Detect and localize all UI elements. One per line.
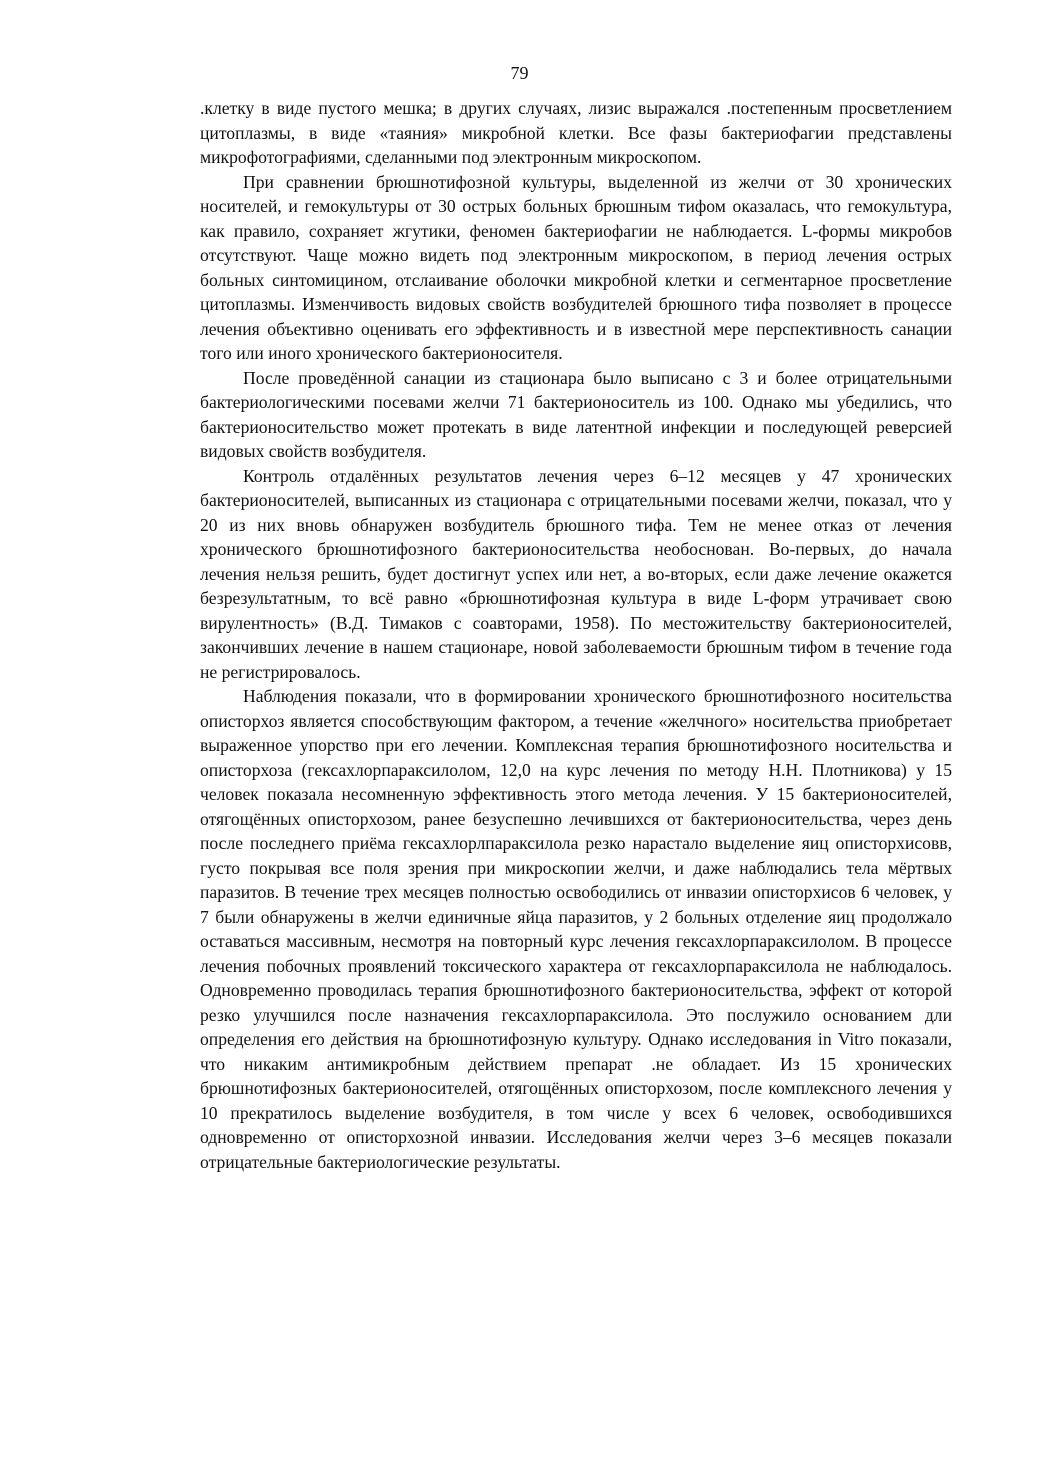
paragraph: После проведённой санации из стационара было выписано с 3 и более отрицательными бактериологическими посевами желчи 71 бактерионоситель из 100. Однако мы убедились, что бактерионосительство может протекать в виде латентной инфекции и последующей реверсией видовых свойств возбудителя. — [200, 367, 952, 461]
paragraph: Наблюдения показали, что в формировании хронического брюшнотифозного носительства описторхоз является способствующим фактором, а течение «желчного» носительства приобретает выраженное упорство при его лечении. Комплексная терапия брюшнотифозного носительства и описторхоза (гексахлорпараксилолом, 12,0 на курс лечения по методу Н.Н. Плотникова) у 15 человек показала несомненную эффективность этого метода лечения. У 15 бактерионосителей, отягощённых описторхозом, ранее безуспешно лечившихся от бактерионосительства, через день после последнего приёма гексахлорлпараксилола резко нарастало выделение яиц описторхисовв, густо покрывая все поля зрения при микроскопии желчи, и даже наблюдались тела мёртвых паразитов. В течение трех месяцев полностью освободились от инвазии описторхисов 6 человек, у 7 были обнаружены в желчи единичные яйца паразитов, у 2 больных отделение яиц продолжало оставаться массивным, несмотря на повторный курс лечения гексахлорпараксилолом. В процессе лечения побочных проявлений токсического характера от гексахлорпараксилола не наблюдалось. Одновременно проводилась терапия брюшнотифозного бактерионосительства, эффект от которой резко улучшился после назначения гексахлорпараксилола. Это послужило основанием дли определения его действия на брюшнотифозную культуру. Однако исследования in Vitro показали, что никаким антимикробным действием препарат .не обладает. Из 15 хронических брюшнотифозных бактерионосителей, отягощённых описторхозом, после комплексного лечения у 10 прекратилось выделение возбудителя, в том числе у всех 6 человек, освободившихся одновременно от описторхозной инвазии. Исследования желчи через 3–6 месяцев показали отрицательные бактериологические результаты. — [200, 686, 952, 1172]
paragraph: Контроль отдалённых результатов лечения через 6–12 месяцев у 47 хронических бактерионосителей, выписанных из стационара с отрицательными посевами желчи, показал, что у 20 из них вновь обнаружен возбудитель брюшного тифа. Тем не менее отказ от лечения хронического брюшнотифозного бактерионосительства необоснован. Во-первых, до начала лечения нельзя решить, будет достигнут успех или нет, а во-вторых, если даже лечение окажется безрезультатным, то всё равно «брюшнотифозная культура в виде L-форм утрачивает свою вирулентность» (В.Д. Тимаков с соавторами, 1958). По местожительству бактерионосителей, закончивших лечение в нашем стационаре, новой заболеваемости брюшным тифом в течение года не регистрировалось. — [200, 465, 952, 682]
body-text — [200, 96, 952, 1174]
paragraph: При сравнении брюшнотифозной культуры, выделенной из желчи от 30 хронических носителей, и гемокультуры от 30 острых больных брюшным тифом оказалась, что гемокультура, как правило, сохраняет жгутики, феномен бактериофагии не наблюдается. L-формы микробов отсутствуют. Чаще можно видеть под электронным микроскопом, в период лечения острых больных синтомицином, отслаивание оболочки микробной клетки и сегментарное просветление цитоплазмы. Изменчивость видовых свойств возбудителей брюшного тифа позволяет в процессе лечения объективно оценивать его эффективность и в известной мере перспективность санации того или иного хронического бактерионосителя. — [200, 171, 952, 363]
page-number: 79 — [510, 63, 529, 83]
paragraph: .клетку в виде пустого мешка; в других случаях, лизис выражался .постепенным просветлением цитоплазмы, в виде «таяния» микробной клетки. Все фазы бактериофагии представлены микрофотографиями, сделанными под электронным микроскопом. — [200, 98, 952, 167]
